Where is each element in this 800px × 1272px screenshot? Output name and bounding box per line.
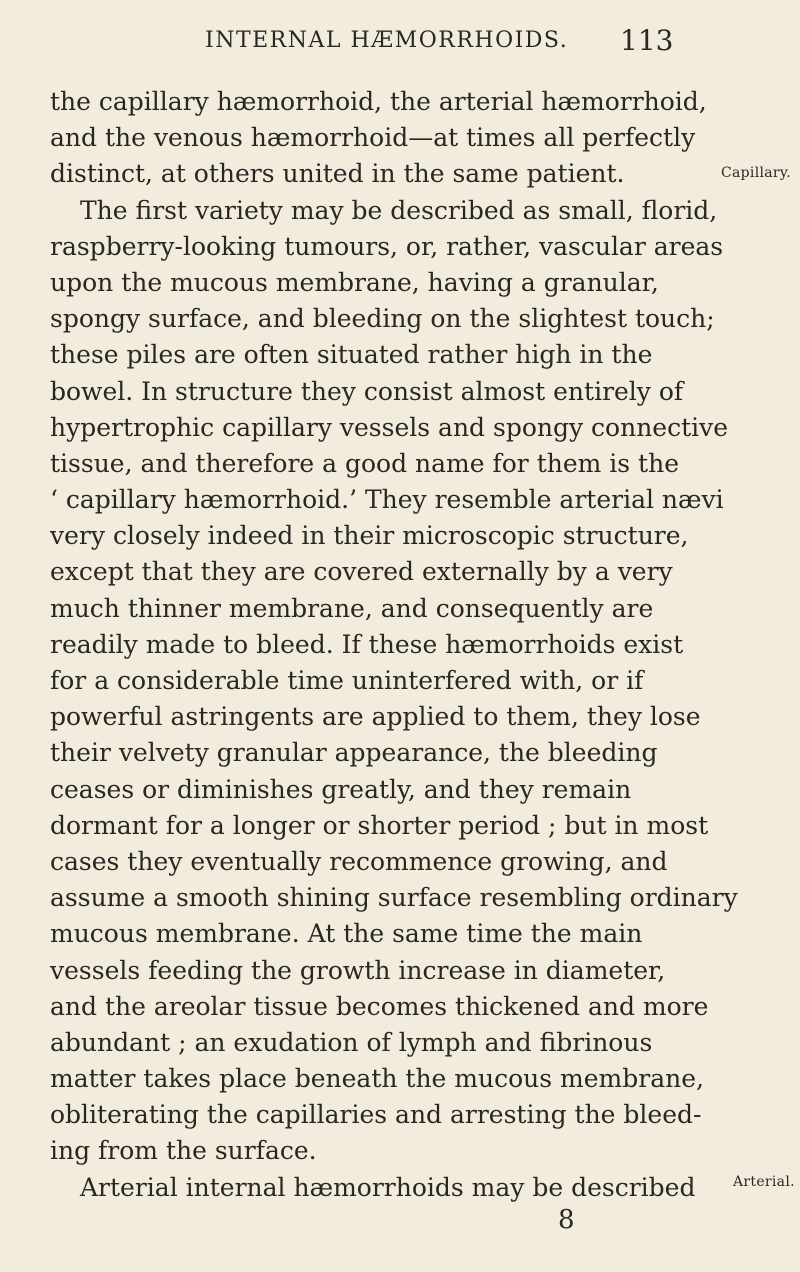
text-line: raspberry-looking tumours, or, rather, vascular areas	[50, 231, 724, 261]
paragraph-start-line: The first variety may be described as small, florid,	[80, 195, 718, 225]
text-line: obliterating the capillaries and arresting the bleed-	[50, 1100, 702, 1130]
text-line: spongy surface, and bleeding on the slightest touch;	[50, 304, 715, 334]
text-line: except that they are covered externally by a very	[50, 557, 673, 587]
text-line: abundant ; an exudation of lymph and fibrinous	[50, 1027, 653, 1057]
body-text	[50, 84, 738, 1206]
text-line: ‘ capillary hæmorrhoid.’ They resemble arterial nævi	[50, 485, 724, 515]
text-line: upon the mucous membrane, having a granular,	[50, 267, 659, 297]
signature-mark: 8	[558, 1205, 575, 1235]
text-line: assume a smooth shining surface resembling ordinary	[50, 883, 738, 913]
text-line: much thinner membrane, and consequently are	[50, 593, 654, 623]
text-line: bowel. In structure they consist almost entirely of	[50, 376, 684, 406]
text-line: tissue, and therefore a good name for them is the	[50, 448, 680, 478]
text-line: their velvety granular appearance, the bleeding	[50, 738, 658, 768]
text-line: very closely indeed in their microscopic structure,	[50, 521, 689, 551]
text-line: for a considerable time uninterfered with, or if	[50, 666, 644, 695]
page-number: 113	[620, 24, 674, 57]
text-line: hypertrophic capillary vessels and spongy connective	[50, 412, 729, 442]
text-line: and the areolar tissue becomes thickened and more	[50, 991, 709, 1021]
text-line: mucous membrane. At the same time the main	[50, 919, 643, 949]
running-head	[0, 20, 800, 60]
text-line: vessels feeding the growth increase in diameter,	[50, 955, 666, 985]
text-line: cases they eventually recommence growing, and	[50, 846, 668, 876]
text-line: powerful astringents are applied to them, they lose	[50, 702, 701, 732]
text-line: matter takes place beneath the mucous membrane,	[50, 1064, 704, 1094]
text-line: readily made to bleed. If these hæmorrhoids exist	[50, 629, 684, 659]
text-line: the capillary hæmorrhoid, the arterial hæmorrhoid,	[50, 87, 707, 116]
text-line: these piles are often situated rather high in the	[50, 340, 653, 370]
margin-note-arterial: Arterial.	[733, 1174, 795, 1190]
margin-note-capillary: Capillary.	[721, 165, 791, 181]
text-line: dormant for a longer or shorter period ; but in most	[50, 810, 709, 840]
text-line: ceases or diminishes greatly, and they remain	[50, 774, 632, 804]
running-title: INTERNAL HÆMORRHOIDS.	[205, 28, 569, 53]
text-line: and the venous hæmorrhoid—at times all perfectly	[50, 123, 696, 153]
text-line: distinct, at others united in the same patient.	[50, 159, 625, 189]
paragraph-start-line: Arterial internal hæmorrhoids may be described	[80, 1172, 696, 1202]
text-line: ing from the surface.	[50, 1136, 317, 1166]
